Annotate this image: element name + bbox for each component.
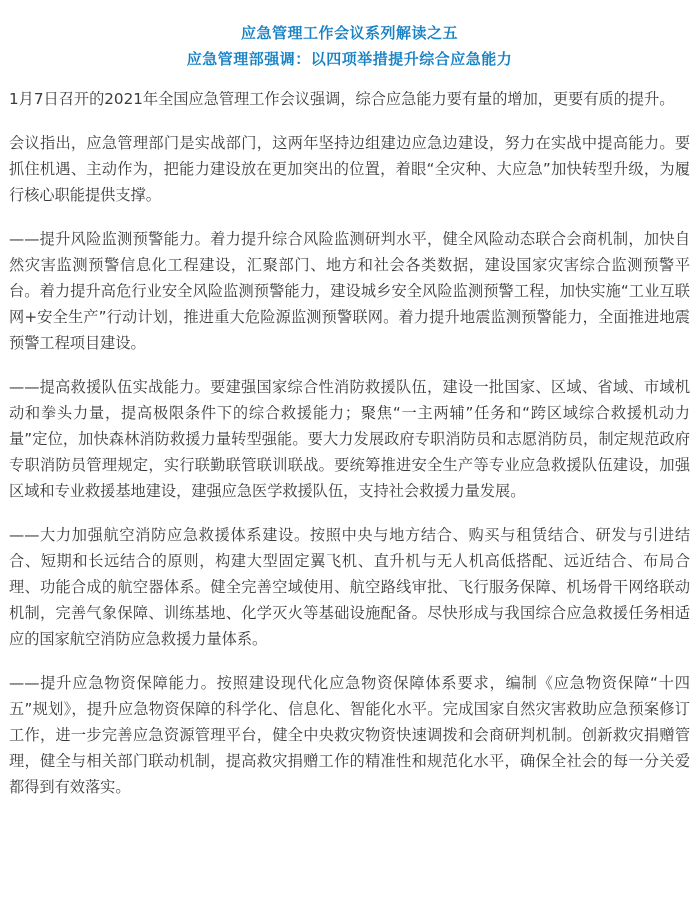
paragraph-aviation-rescue: ——大力加强航空消防应急救援体系建设。按照中央与地方结合、购买与租赁结合、研发与引进结合、短期和长远结合的原则，构建大型固定翼飞机、直升机与无人机高低搭配、远近结合、布局合理、功能合成的航空器体系。健全完善空域使用、航空路线审批、飞行服务保障、机场骨干网络联动机制，完善气象保障、训练基地、化学灭火等基础设施配备。尽快形成与我国综合应急救援任务相适应的国家航空消防应急救援力量体系。 [9, 526, 690, 648]
paragraph-intro: 1月7日召开的2021年全国应急管理工作会议强调，综合应急能力要有量的增加，更要有质的提升。 [9, 90, 675, 108]
paragraph-meeting-summary: 会议指出，应急管理部门是实战部门，这两年坚持边组建边应急边建设，努力在实战中提高能力。要抓住机遇、主动作为，把能力建设放在更加突出的位置，着眼“全灾种、大应急”加快转型升级，为履行核心职能提供支撑。 [9, 134, 690, 204]
paragraph-rescue-teams: ——提高救援队伍实战能力。要建强国家综合性消防救援队伍，建设一批国家、区域、省域、市域机动和拳头力量，提高极限条件下的综合救援能力；聚焦“一主两辅”任务和“跨区域综合救援机动力量”定位，加快森林消防救援力量转型强能。要大力发展政府专职消防员和志愿消防员，制定规范政府专职消防员管理规定，实行联勤联管联训联战。要统筹推进安全生产等专业应急救援队伍建设，加强区域和专业救援基地建设，建强应急医学救援队伍，支持社会救援力量发展。 [9, 378, 690, 500]
article-headline [9, 20, 690, 72]
headline-main-title: 应急管理部强调：以四项举措提升综合应急能力 [186, 50, 513, 68]
paragraph-risk-monitoring: ——提升风险监测预警能力。着力提升综合风险监测研判水平，健全风险动态联合会商机制，加快自然灾害监测预警信息化工程建设，汇聚部门、地方和社会各类数据，建设国家灾害综合监测预警平台。着力提升高危行业安全风险监测预警能力，建设城乡安全风险监测预警工程，加快实施“工业互联网+安全生产”行动计划，推进重大危险源监测预警联网。着力提升地震监测预警能力，全面推进地震预警工程项目建设。 [9, 230, 690, 352]
article-body [9, 86, 690, 800]
paragraph-material-support: ——提升应急物资保障能力。按照建设现代化应急物资保障体系要求，编制《应急物资保障“十四五”规划》，提升应急物资保障的科学化、信息化、智能化水平。完成国家自然灾害救助应急预案修订工作，进一步完善应急资源管理平台，健全中央救灾物资快速调拨和会商研判机制。创新救灾捐赠管理，健全与相关部门联动机制，提高救灾捐赠工作的精准性和规范化水平，确保全社会的每一分关爱都得到有效落实。 [9, 674, 690, 796]
headline-series-title: 应急管理工作会议系列解读之五 [240, 24, 458, 42]
